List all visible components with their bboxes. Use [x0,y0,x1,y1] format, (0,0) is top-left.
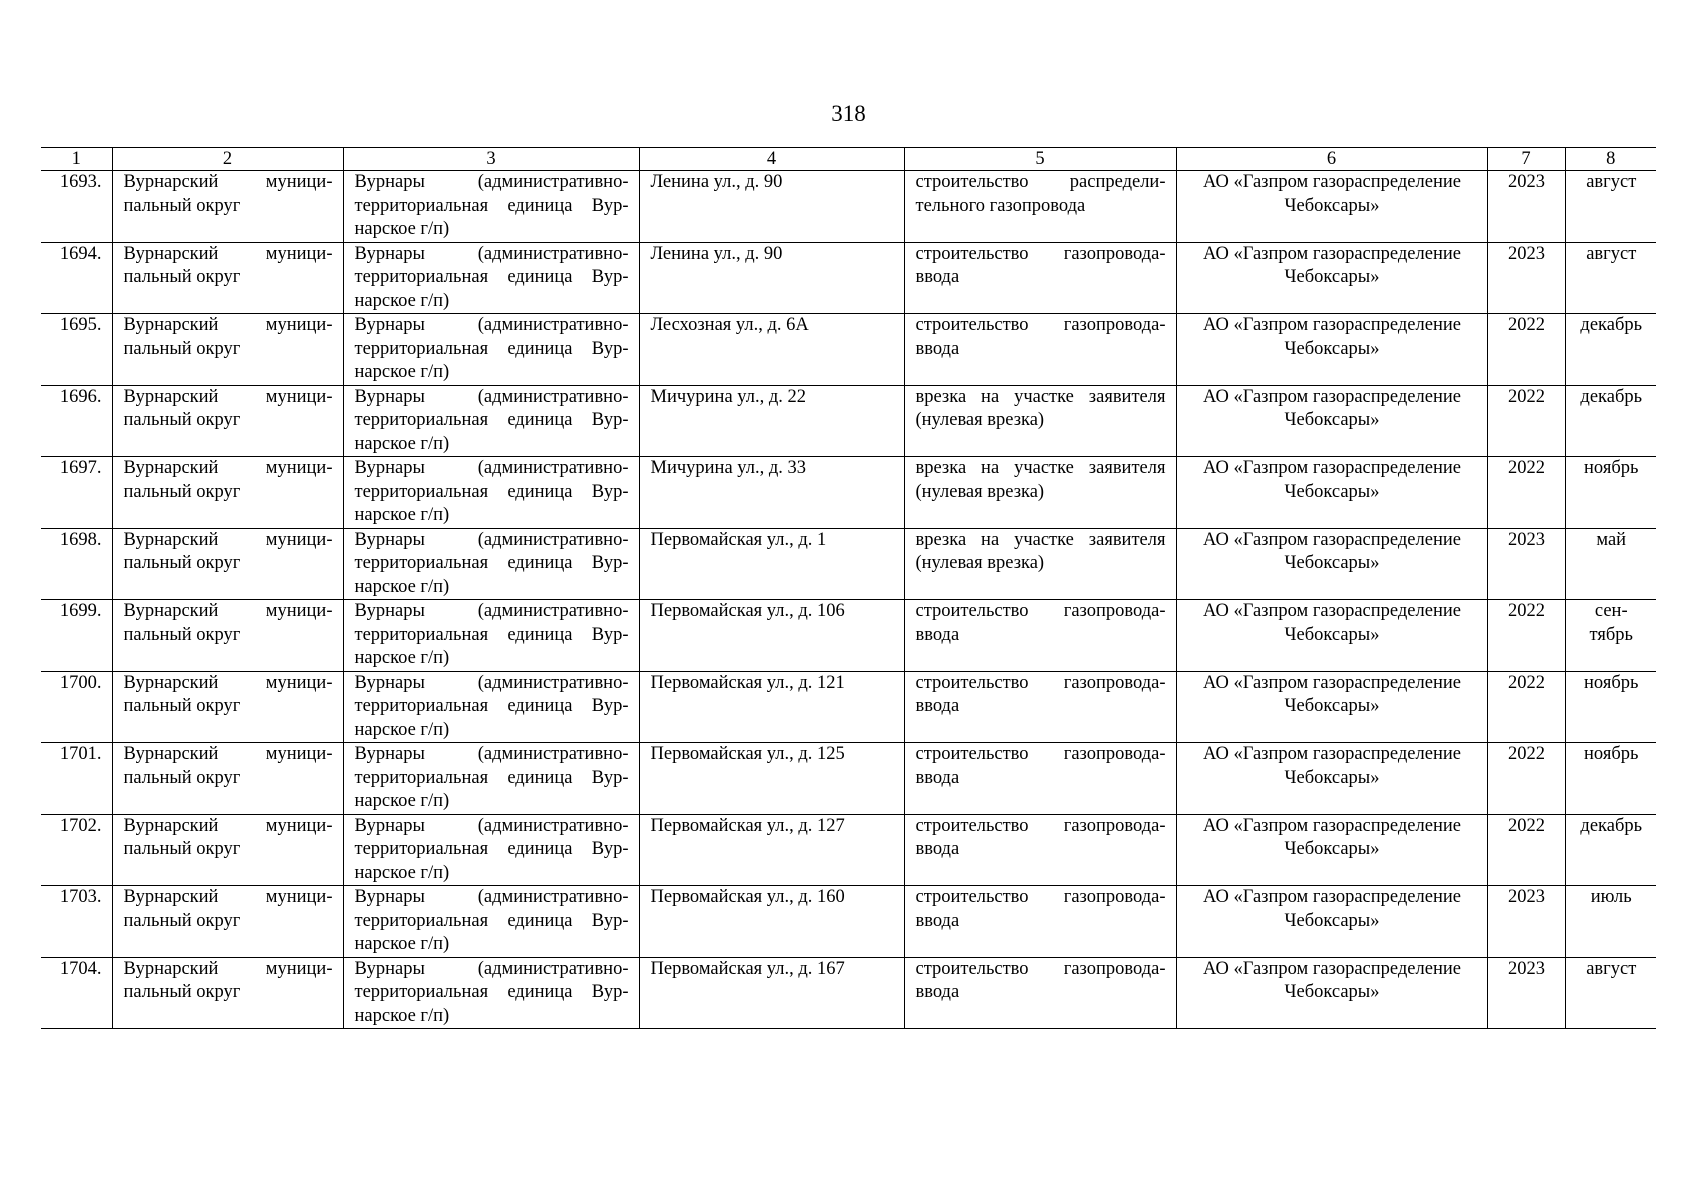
column-header: 8 [1565,148,1656,171]
column-header: 1 [41,148,112,171]
table-row [41,528,1656,600]
year-cell: 2022 [1487,671,1565,743]
district-cell: Вурнарский муници-пальный округ [112,814,343,886]
year-cell: 2023 [1487,957,1565,1029]
table-row [41,457,1656,529]
address-cell: Мичурина ул., д. 33 [639,457,904,529]
district-cell: Вурнарский муници-пальный округ [112,957,343,1029]
work-type-cell: врезка на участке заявителя (нулевая врезка) [904,457,1176,529]
address-cell: Ленина ул., д. 90 [639,171,904,243]
organization-cell: АО «Газпром газораспределение Чебоксары» [1176,886,1487,958]
table-row [41,600,1656,672]
year-cell: 2022 [1487,600,1565,672]
table-row [41,385,1656,457]
month-cell: ноябрь [1565,457,1656,529]
work-type-cell: строительство газопровода-ввода [904,886,1176,958]
table-row [41,886,1656,958]
table-row [41,814,1656,886]
district-cell: Вурнарский муници-пальный округ [112,671,343,743]
address-cell: Первомайская ул., д. 121 [639,671,904,743]
month-cell: сен-тябрь [1565,600,1656,672]
work-type-cell: строительство газопровода-ввода [904,814,1176,886]
settlement-cell: Вурнары (административно-территориальная единица Вур-нарское г/п) [343,314,639,386]
settlement-cell: Вурнары (административно-территориальная единица Вур-нарское г/п) [343,814,639,886]
month-cell: июль [1565,886,1656,958]
address-cell: Лесхозная ул., д. 6А [639,314,904,386]
address-cell: Первомайская ул., д. 160 [639,886,904,958]
organization-cell: АО «Газпром газораспределение Чебоксары» [1176,957,1487,1029]
address-cell: Первомайская ул., д. 167 [639,957,904,1029]
month-cell: декабрь [1565,314,1656,386]
address-cell: Первомайская ул., д. 125 [639,743,904,815]
organization-cell: АО «Газпром газораспределение Чебоксары» [1176,242,1487,314]
organization-cell: АО «Газпром газораспределение Чебоксары» [1176,743,1487,815]
page-number: 318 [831,101,866,126]
column-header: 5 [904,148,1176,171]
month-cell: ноябрь [1565,743,1656,815]
address-cell: Первомайская ул., д. 106 [639,600,904,672]
table-row [41,314,1656,386]
year-cell: 2022 [1487,814,1565,886]
district-cell: Вурнарский муници-пальный округ [112,743,343,815]
district-cell: Вурнарский муници-пальный округ [112,242,343,314]
header-row [41,148,1656,171]
month-cell: декабрь [1565,385,1656,457]
settlement-cell: Вурнары (административно-территориальная единица Вур-нарское г/п) [343,528,639,600]
work-type-cell: строительство распредели-тельного газопровода [904,171,1176,243]
month-cell: декабрь [1565,814,1656,886]
year-cell: 2023 [1487,886,1565,958]
month-cell: август [1565,242,1656,314]
address-cell: Ленина ул., д. 90 [639,242,904,314]
settlement-cell: Вурнары (административно-территориальная единица Вур-нарское г/п) [343,242,639,314]
settlement-cell: Вурнары (административно-территориальная единица Вур-нарское г/п) [343,385,639,457]
settlement-cell: Вурнары (административно-территориальная единица Вур-нарское г/п) [343,671,639,743]
column-header: 4 [639,148,904,171]
month-cell: август [1565,957,1656,1029]
district-cell: Вурнарский муници-пальный округ [112,600,343,672]
settlement-cell: Вурнары (административно-территориальная единица Вур-нарское г/п) [343,171,639,243]
district-cell: Вурнарский муници-пальный округ [112,385,343,457]
organization-cell: АО «Газпром газораспределение Чебоксары» [1176,600,1487,672]
work-type-cell: строительство газопровода-ввода [904,957,1176,1029]
table-row [41,171,1656,243]
address-cell: Первомайская ул., д. 127 [639,814,904,886]
address-cell: Мичурина ул., д. 22 [639,385,904,457]
row-number: 1694. [41,242,112,314]
row-number: 1697. [41,457,112,529]
work-type-cell: строительство газопровода-ввода [904,671,1176,743]
district-cell: Вурнарский муници-пальный округ [112,457,343,529]
year-cell: 2023 [1487,242,1565,314]
work-type-cell: врезка на участке заявителя (нулевая врезка) [904,528,1176,600]
row-number: 1700. [41,671,112,743]
settlement-cell: Вурнары (административно-территориальная единица Вур-нарское г/п) [343,957,639,1029]
address-cell: Первомайская ул., д. 1 [639,528,904,600]
row-number: 1704. [41,957,112,1029]
district-cell: Вурнарский муници-пальный округ [112,886,343,958]
work-type-cell: врезка на участке заявителя (нулевая врезка) [904,385,1176,457]
year-cell: 2023 [1487,171,1565,243]
settlement-cell: Вурнары (административно-территориальная единица Вур-нарское г/п) [343,600,639,672]
organization-cell: АО «Газпром газораспределение Чебоксары» [1176,814,1487,886]
column-header: 6 [1176,148,1487,171]
organization-cell: АО «Газпром газораспределение Чебоксары» [1176,528,1487,600]
settlement-cell: Вурнары (административно-территориальная единица Вур-нарское г/п) [343,743,639,815]
month-cell: май [1565,528,1656,600]
row-number: 1695. [41,314,112,386]
row-number: 1702. [41,814,112,886]
year-cell: 2022 [1487,457,1565,529]
table-row [41,671,1656,743]
row-number: 1701. [41,743,112,815]
year-cell: 2023 [1487,528,1565,600]
table-body [41,171,1656,1029]
row-number: 1696. [41,385,112,457]
table-row [41,242,1656,314]
district-cell: Вурнарский муници-пальный округ [112,314,343,386]
data-table [41,147,1656,1029]
column-header: 7 [1487,148,1565,171]
column-header: 2 [112,148,343,171]
work-type-cell: строительство газопровода-ввода [904,600,1176,672]
year-cell: 2022 [1487,385,1565,457]
row-number: 1693. [41,171,112,243]
district-cell: Вурнарский муници-пальный округ [112,528,343,600]
row-number: 1699. [41,600,112,672]
month-cell: август [1565,171,1656,243]
month-cell: ноябрь [1565,671,1656,743]
table-row [41,957,1656,1029]
column-header: 3 [343,148,639,171]
work-type-cell: строительство газопровода-ввода [904,314,1176,386]
settlement-cell: Вурнары (административно-территориальная единица Вур-нарское г/п) [343,886,639,958]
organization-cell: АО «Газпром газораспределение Чебоксары» [1176,171,1487,243]
work-type-cell: строительство газопровода-ввода [904,743,1176,815]
organization-cell: АО «Газпром газораспределение Чебоксары» [1176,385,1487,457]
organization-cell: АО «Газпром газораспределение Чебоксары» [1176,314,1487,386]
district-cell: Вурнарский муници-пальный округ [112,171,343,243]
organization-cell: АО «Газпром газораспределение Чебоксары» [1176,457,1487,529]
row-number: 1703. [41,886,112,958]
table-row [41,743,1656,815]
year-cell: 2022 [1487,743,1565,815]
work-type-cell: строительство газопровода-ввода [904,242,1176,314]
row-number: 1698. [41,528,112,600]
year-cell: 2022 [1487,314,1565,386]
organization-cell: АО «Газпром газораспределение Чебоксары» [1176,671,1487,743]
settlement-cell: Вурнары (административно-территориальная единица Вур-нарское г/п) [343,457,639,529]
